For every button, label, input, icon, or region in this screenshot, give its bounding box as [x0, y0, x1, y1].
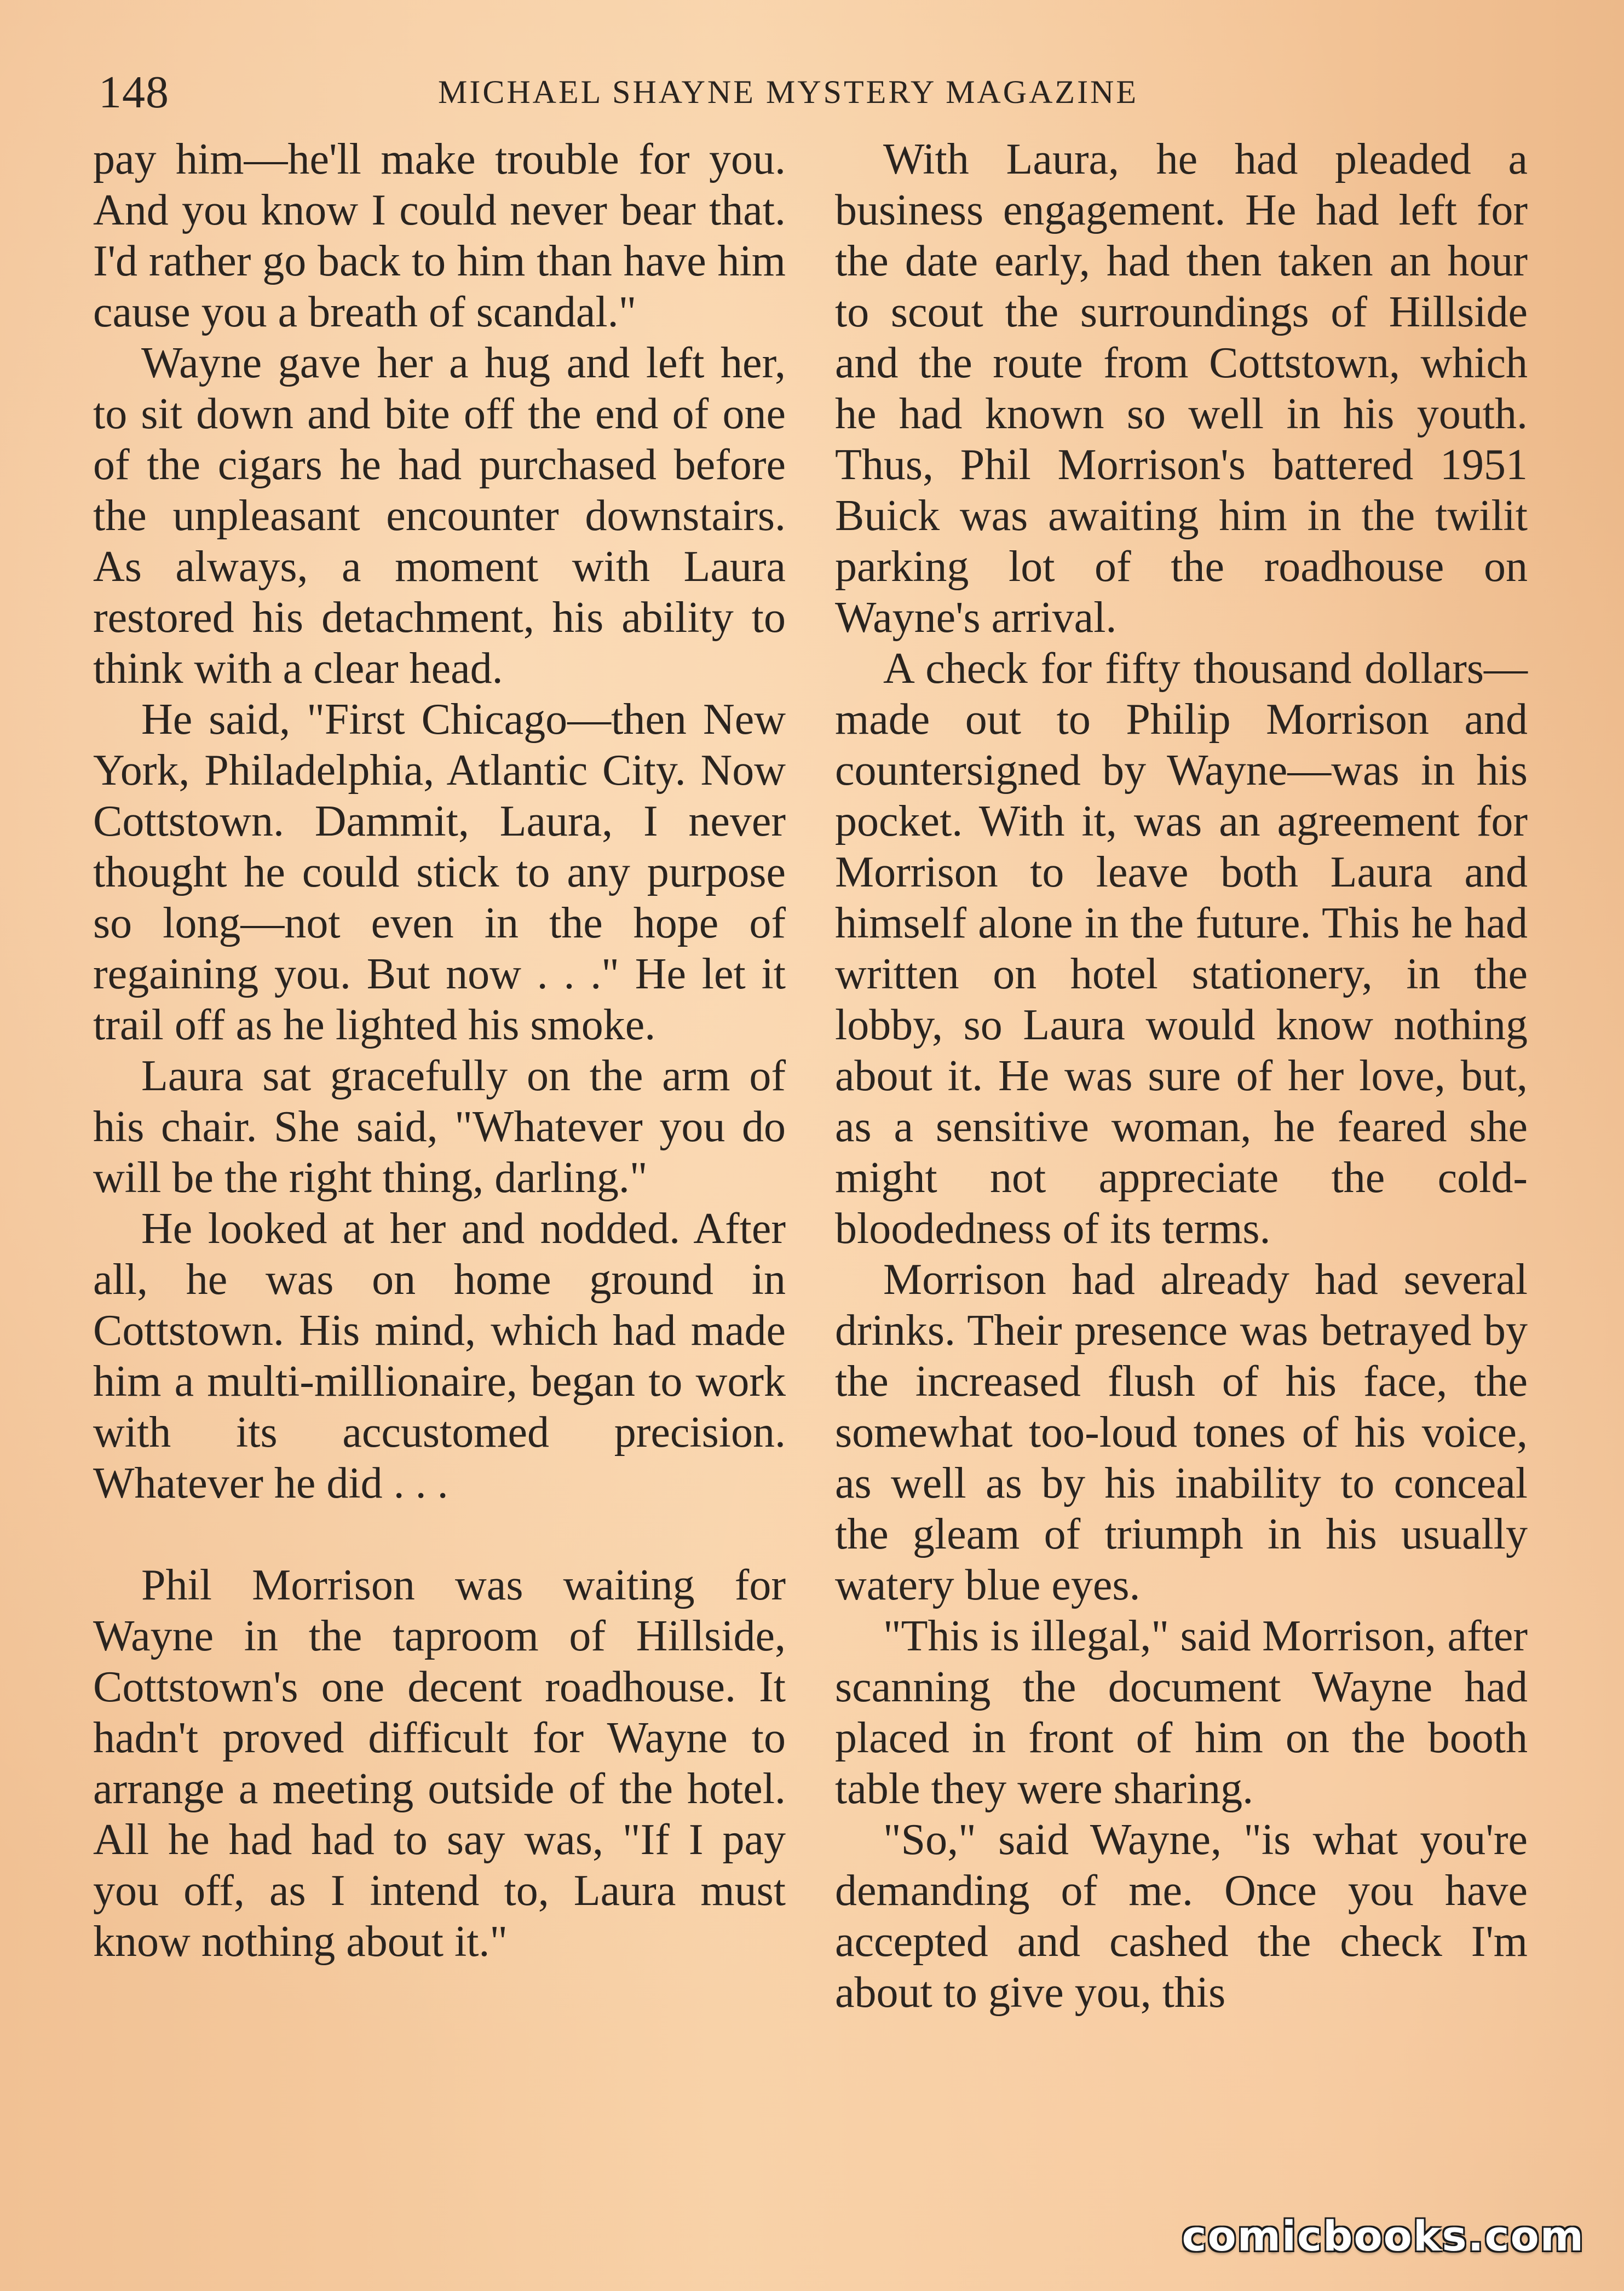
paragraph: He said, "First Chicago—then New York, Philadelphia, Atlantic City. Now Cottstown. Dammit, Laura, I never thought he could stick to any purpose so long—not even in the hope of regaining you. But now . . ." He let it trail off as he lighted his smoke. [93, 695, 786, 1049]
left-column [93, 134, 786, 1967]
right-column [835, 134, 1528, 2018]
paragraph: "So," said Wayne, "is what you're demanding of me. Once you have accepted and cashed the check I'm about to give you, this [835, 1816, 1528, 2017]
paragraph: pay him—he'll make trouble for you. And you know I could never bear that. I'd rather go back to him than have him cause you a breath of scandal." [93, 135, 786, 336]
watermark: comicbooks.com [1182, 2212, 1585, 2260]
magazine-title: MICHAEL SHAYNE MYSTERY MAGAZINE [438, 74, 1139, 110]
paragraph: With Laura, he had pleaded a business engagement. He had left for the date early, had then taken an hour to scout the surroundings of Hillside and the route from Cottstown, which he had known so well in his youth. Thus, Phil Morrison's battered 1951 Buick was awaiting him in the twilit parking lot of the roadhouse on Wayne's arrival. [835, 135, 1528, 642]
paragraph: Wayne gave her a hug and left her, to sit down and bite off the end of one of the cigars he had purchased before the unpleasant encounter downstairs. As always, a moment with Laura restored his detachment, his ability to think with a clear head. [93, 339, 786, 693]
paragraph: He looked at her and nodded. After all, he was on home ground in Cottstown. His mind, which had made him a multi-millionaire, began to work with its accustomed precision. Whatever he did . . . [93, 1205, 786, 1507]
page-number: 148 [99, 67, 169, 118]
paragraph: A check for fifty thousand dollars—made out to Philip Morrison and countersigned by Wayne—was in his pocket. With it, was an agreement for Morrison to leave both Laura and himself alone in the future. This he had written on hotel stationery, in the lobby, so Laura would know nothing about it. He was sure of her love, but, as a sensitive woman, he feared she might not appreciate the cold-bloodedness of its terms. [835, 644, 1528, 1253]
paragraph: Laura sat gracefully on the arm of his chair. She said, "Whatever you do will be the right thing, darling." [93, 1052, 786, 1202]
paragraph: "This is illegal," said Morrison, after scanning the document Wayne had placed in front of him on the booth table they were sharing. [835, 1612, 1528, 1813]
paragraph: Morrison had already had several drinks. Their presence was betrayed by the increased flush of his face, the somewhat too-loud tones of his voice, as well as by his inability to conceal the gleam of triumph in his usually watery blue eyes. [835, 1256, 1528, 1609]
running-head [99, 60, 1533, 120]
paragraph: Phil Morrison was waiting for Wayne in the taproom of Hillside, Cottstown's one decent roadhouse. It hadn't proved difficult for Wayne to arrange a meeting outside of the hotel. All he had had to say was, "If I pay you off, as I intend to, Laura must know nothing about it." [93, 1561, 786, 1966]
